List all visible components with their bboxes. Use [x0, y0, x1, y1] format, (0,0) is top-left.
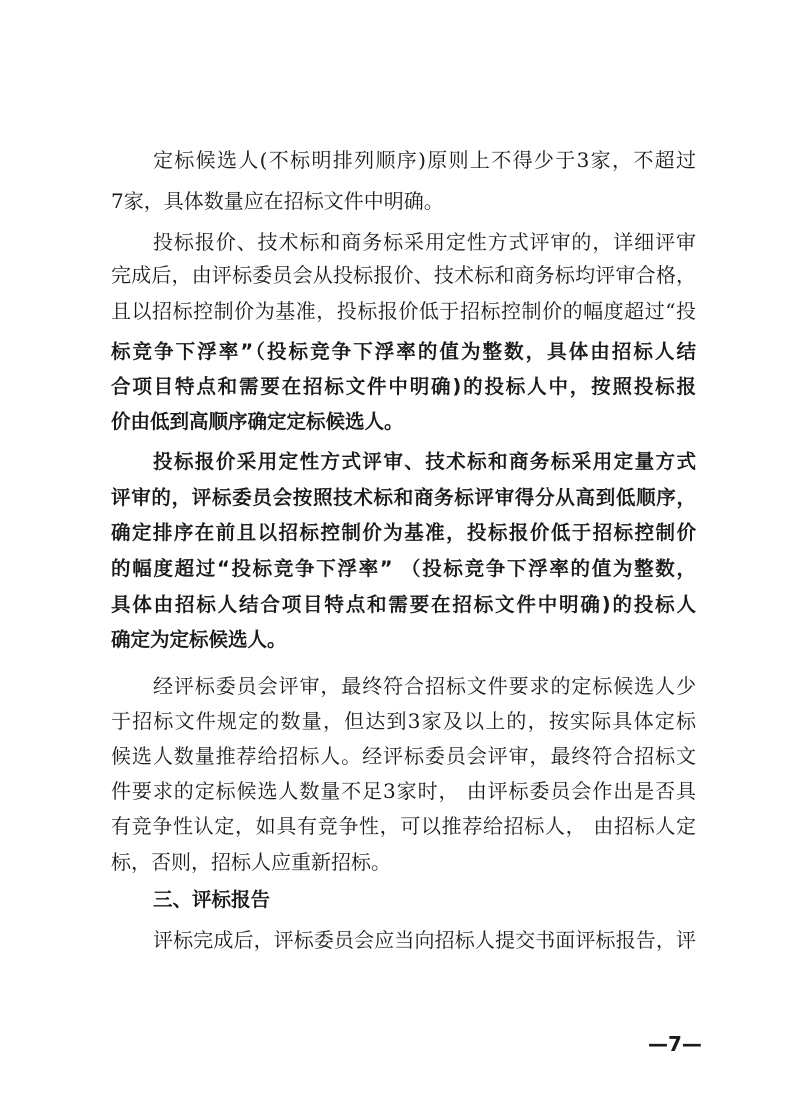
paragraph-3-line-3: 价由低到高顺序确定定标候选人。 [111, 410, 404, 433]
paragraph-2-line-3: 且以招标控制价为基准，投标报价低于招标控制价的幅度超过“投 [111, 299, 696, 323]
paragraph-3-line-1: 标竞争下浮率”（投标竞争下浮率的值为整数，具体由招标人结 [111, 340, 696, 363]
paragraph-6-line-1: 评标完成后，评标委员会应当向招标人提交书面评标报告，评 [153, 928, 696, 952]
paragraph-3-line-2: 合项目特点和需要在招标文件中明确)的投标人中，按照投标报 [111, 375, 696, 398]
paragraph-5-line-2: 于招标文件规定的数量，但达到3家及以上的，按实际具体定标 [111, 709, 696, 733]
paragraph-5-line-1: 经评标委员会评审，最终符合招标文件要求的定标候选人少 [153, 674, 696, 698]
paragraph-4-line-3: 确定排序在前且以招标控制价为基准，投标报价低于招标控制价 [111, 521, 696, 544]
paragraph-4-line-2: 评审的，评标委员会按照技术标和商务标评审得分从高到低顺序， [111, 486, 696, 509]
paragraph-5-line-6: 标，否则，招标人应重新招标。 [111, 850, 391, 874]
paragraph-2-line-1: 投标报价、技术标和商务标采用定性方式评审的，详细评审 [153, 230, 696, 254]
paragraph-5-line-4: 件要求的定标候选人数量不足3家时， 由评标委员会作出是否具 [111, 779, 696, 803]
paragraph-4-line-5: 具体由招标人结合项目特点和需要在招标文件中明确)的投标人 [111, 593, 696, 616]
paragraph-4-line-1: 投标报价采用定性方式评审、技术标和商务标采用定量方式 [153, 450, 696, 473]
paragraph-5-line-3: 候选人数量推荐给招标人。经评标委员会评审，最终符合招标文 [111, 744, 696, 768]
page-number: —7— [648, 1032, 702, 1056]
section-heading: 三、评标报告 [153, 888, 271, 911]
paragraph-4-line-4: 的幅度超过“投标竞争下浮率” （投标竞争下浮率的值为整数， [111, 557, 696, 580]
paragraph-5-line-5: 有竞争性认定，如具有竞争性，可以推荐给招标人， 由招标人定 [111, 814, 696, 838]
paragraph-1-line-1: 定标候选人(不标明排列顺序)原则上不得少于3家，不超过 [153, 148, 696, 172]
paragraph-2-line-2: 完成后，由评标委员会从投标报价、技术标和商务标均评审合格， [111, 263, 696, 287]
paragraph-1-line-2: 7家，具体数量应在招标文件中明确。 [111, 189, 444, 213]
paragraph-4-line-6: 确定为定标候选人。 [111, 628, 287, 651]
